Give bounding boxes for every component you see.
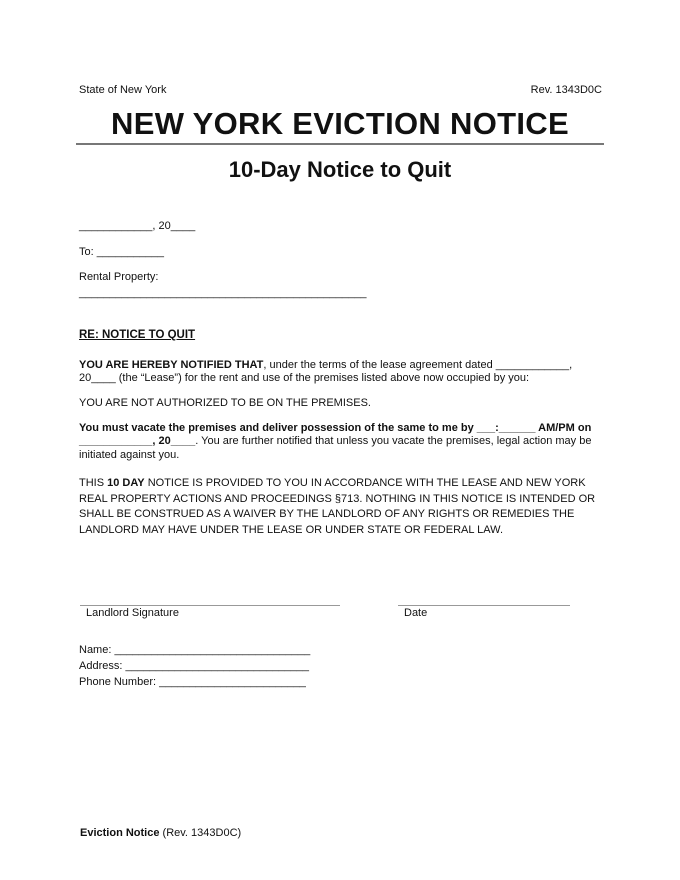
footer [80,827,241,839]
address-line: Address: ______________________________ [79,660,309,672]
re-heading: RE: NOTICE TO QUIT [79,329,196,341]
notice-pre: THIS [79,477,108,489]
date-signature-line [398,605,570,606]
notified-text: , under the terms of the lease agreement dated ____________, 20____ (the “Lease”) for the rent and use of the premises listed above now occupied by you: [79,359,573,385]
revision-label: Rev. 1343D0C [530,84,602,96]
phone-line: Phone Number: ________________________ [79,676,306,688]
rental-property-label: Rental Property: [79,271,159,283]
vacate-text: . You are further notified that unless you vacate the premises, legal action may be initiated against you. [79,435,592,461]
landlord-signature-line [80,605,340,606]
vacate-paragraph [79,422,603,462]
to-line: To: ___________ [79,246,165,258]
notified-paragraph [79,359,603,386]
document-title: NEW YORK EVICTION NOTICE [111,106,569,141]
vacate-bold: You must vacate the premises and deliver possession of the same to me by ___:______ AM/PM on ____________, 20____ [79,422,592,448]
state-label: State of New York [79,84,167,96]
footer-text: (Rev. 1343D0C) [159,827,242,839]
notice-paragraph [79,476,599,538]
notice-bold: 10 DAY [107,477,145,489]
notified-bold: YOU ARE HEREBY NOTIFIED THAT [79,359,264,371]
title-divider [76,143,604,145]
name-line: Name: ________________________________ [79,644,311,656]
notice-text: NOTICE IS PROVIDED TO YOU IN ACCORDANCE WITH THE LEASE AND NEW YORK REAL PROPERTY ACTIONS AND PROCEEDINGS §713. NOTHING IN THIS NOTICE IS INTENDED OR SHALL BE CONSTRUED AS A WAIVER BY THE LANDLORD OF ANY RIGHTS OR REMEDIES THE LANDLORD MAY HAVE UNDER THE LEASE OR UNDER STATE OR FEDERAL LAW. [79,477,596,536]
date-line: ____________, 20____ [79,220,196,232]
date-label: Date [404,607,428,619]
not-authorized-line: YOU ARE NOT AUTHORIZED TO BE ON THE PREMISES. [79,397,371,409]
landlord-signature-label: Landlord Signature [86,607,179,619]
document-subtitle: 10-Day Notice to Quit [228,157,452,182]
footer-bold: Eviction Notice [80,827,160,839]
rental-property-blank: _______________________________________________ [79,287,367,299]
